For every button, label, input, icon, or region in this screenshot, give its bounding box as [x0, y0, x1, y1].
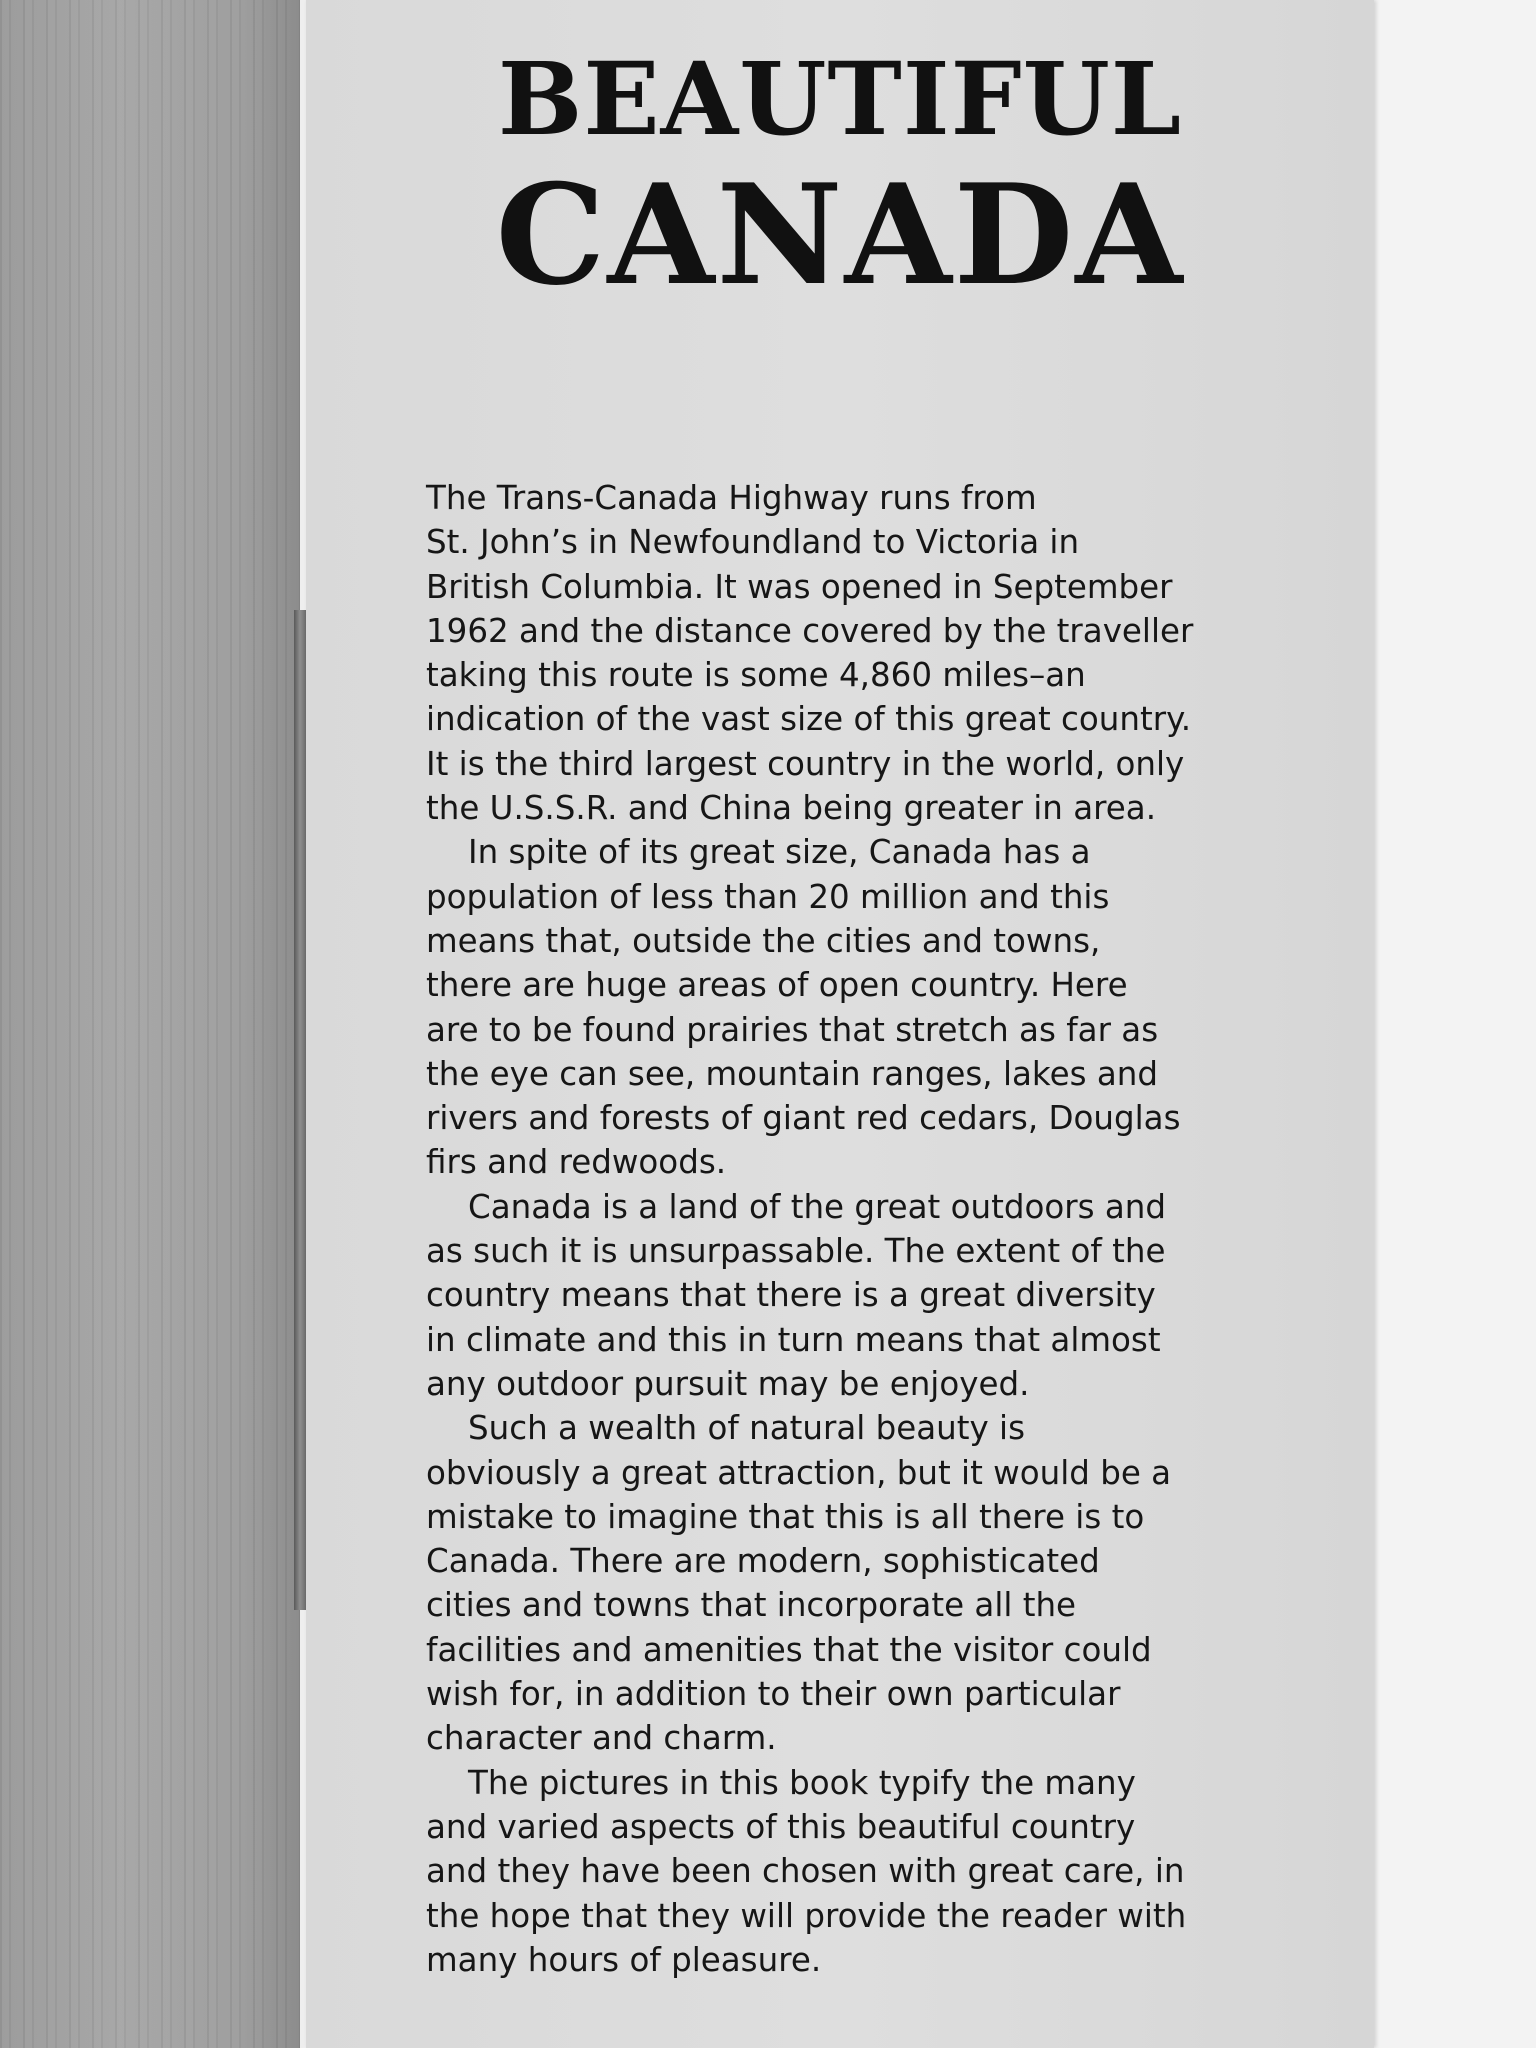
text-line: wish for, in addition to their own particular — [426, 1675, 1121, 1714]
text-line: Canada is a land of the great outdoors and — [468, 1187, 1167, 1226]
text-line: in climate and this in turn means that almost — [426, 1320, 1161, 1359]
text-line: Such a wealth of natural beauty is — [468, 1409, 1026, 1448]
text-line: and varied aspects of this beautiful country — [426, 1807, 1136, 1846]
text-line: indication of the vast size of this great country. — [426, 700, 1192, 739]
text-line: are to be found prairies that stretch as far as — [426, 1010, 1159, 1049]
text-line: In spite of its great size, Canada has a — [468, 833, 1091, 872]
text-line: Canada. There are modern, sophisticated — [426, 1542, 1100, 1581]
text-line: there are huge areas of open country. Here — [426, 966, 1128, 1005]
backdrop — [1370, 0, 1536, 2048]
text-line: character and charm. — [426, 1719, 777, 1758]
text-line: facilities and amenities that the visitor could — [426, 1630, 1152, 1669]
text-line: many hours of pleasure. — [426, 1940, 822, 1979]
text-line: as such it is unsurpassable. The extent of the — [426, 1232, 1166, 1271]
text-line: the U.S.S.R. and China being greater in area. — [426, 789, 1157, 828]
text-line: firs and redwoods. — [426, 1143, 727, 1182]
text-line: mistake to imagine that this is all there is to — [426, 1497, 1145, 1536]
body-text — [426, 476, 1246, 1982]
text-line: any outdoor pursuit may be enjoyed. — [426, 1364, 1030, 1403]
text-line: 1962 and the distance covered by the traveller — [426, 611, 1194, 650]
book-page — [306, 0, 1374, 2048]
text-line: taking this route is some 4,860 miles–an — [426, 656, 1086, 695]
title-line-1: BEAUTIFUL — [497, 40, 1183, 158]
title-line-2: CANADA — [495, 153, 1185, 316]
text-line: country means that there is a great diversity — [426, 1276, 1156, 1315]
book-edge — [294, 610, 306, 1610]
text-line: It is the third largest country in the world, only — [426, 744, 1185, 783]
text-line: population of less than 20 million and this — [426, 877, 1110, 916]
text-line: obviously a great attraction, but it would be a — [426, 1453, 1172, 1492]
text-line: rivers and forests of giant red cedars, Douglas — [426, 1099, 1181, 1138]
text-line: British Columbia. It was opened in September — [426, 567, 1173, 606]
text-line: and they have been chosen with great care, in — [426, 1852, 1185, 1891]
text-line: the eye can see, mountain ranges, lakes and — [426, 1054, 1158, 1093]
text-line: The Trans-Canada Highway runs from — [426, 479, 1037, 517]
text-line: St. John’s in Newfoundland to Victoria in — [426, 523, 1080, 562]
text-line: the hope that they will provide the reader with — [426, 1896, 1187, 1935]
text-line: cities and towns that incorporate all the — [426, 1586, 1077, 1625]
text-line: means that, outside the cities and towns, — [426, 921, 1101, 960]
wood-surface — [0, 0, 300, 2048]
text-line: The pictures in this book typify the many — [468, 1763, 1136, 1802]
